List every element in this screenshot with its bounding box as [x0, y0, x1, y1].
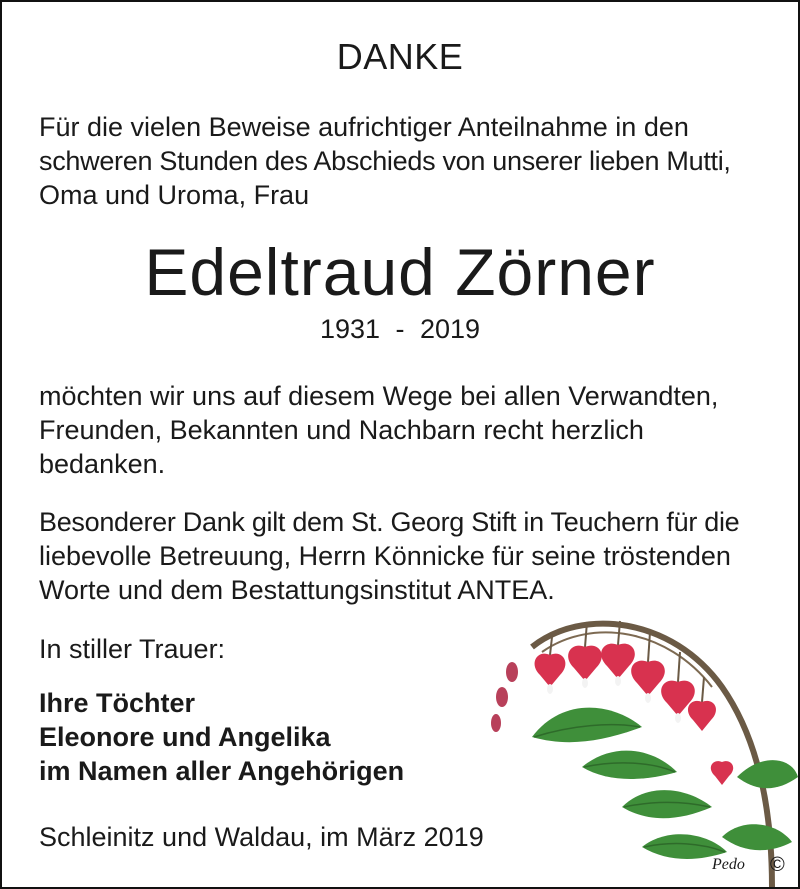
buds — [491, 662, 518, 732]
leaf-veins — [534, 725, 725, 852]
thanks-line: möchten wir uns auf diesem Wege bei allen Verwandten, — [39, 381, 719, 411]
signatory-line: im Namen aller Angehörigen — [39, 756, 405, 786]
special-line: Besonderer Dank gilt dem St. Georg Stift in Teuchern für die — [39, 507, 740, 537]
thanks-line: Freunden, Bekannten und Nachbarn recht herzlich — [39, 415, 644, 445]
signatory-line: Ihre Töchter — [39, 688, 196, 718]
heading: DANKE — [336, 36, 464, 77]
thanks-line: bedanken. — [39, 449, 166, 479]
mourning-text: In stiller Trauer: — [39, 634, 226, 664]
intro-line: Oma und Uroma, Frau — [39, 180, 310, 210]
intro-line: Für die vielen Beweise aufrichtiger Anteilnahme in den — [39, 112, 689, 142]
intro-paragraph — [39, 110, 764, 212]
place-date: Schleinitz und Waldau, im März 2019 — [39, 822, 484, 852]
artist-credit: Pedo — [712, 856, 745, 873]
intro-line: schweren Stunden des Abschieds von unserer lieben Mutti, — [39, 146, 731, 176]
life-dates: 1931 - 2019 — [319, 314, 481, 344]
signatory-line: Eleonore und Angelika — [39, 722, 331, 752]
special-line: Worte und dem Bestattungsinstitut ANTEA. — [39, 575, 555, 605]
special-line: liebevolle Betreuung, Herrn Könnicke für seine tröstenden — [39, 541, 731, 571]
deceased-name: Edeltraud Zörner — [144, 235, 656, 309]
copyright-symbol: © — [770, 854, 785, 876]
signatories — [39, 686, 404, 788]
leaves — [532, 708, 798, 859]
thanks-paragraph — [39, 379, 764, 481]
bleeding-heart-flower-illustration — [472, 577, 798, 887]
